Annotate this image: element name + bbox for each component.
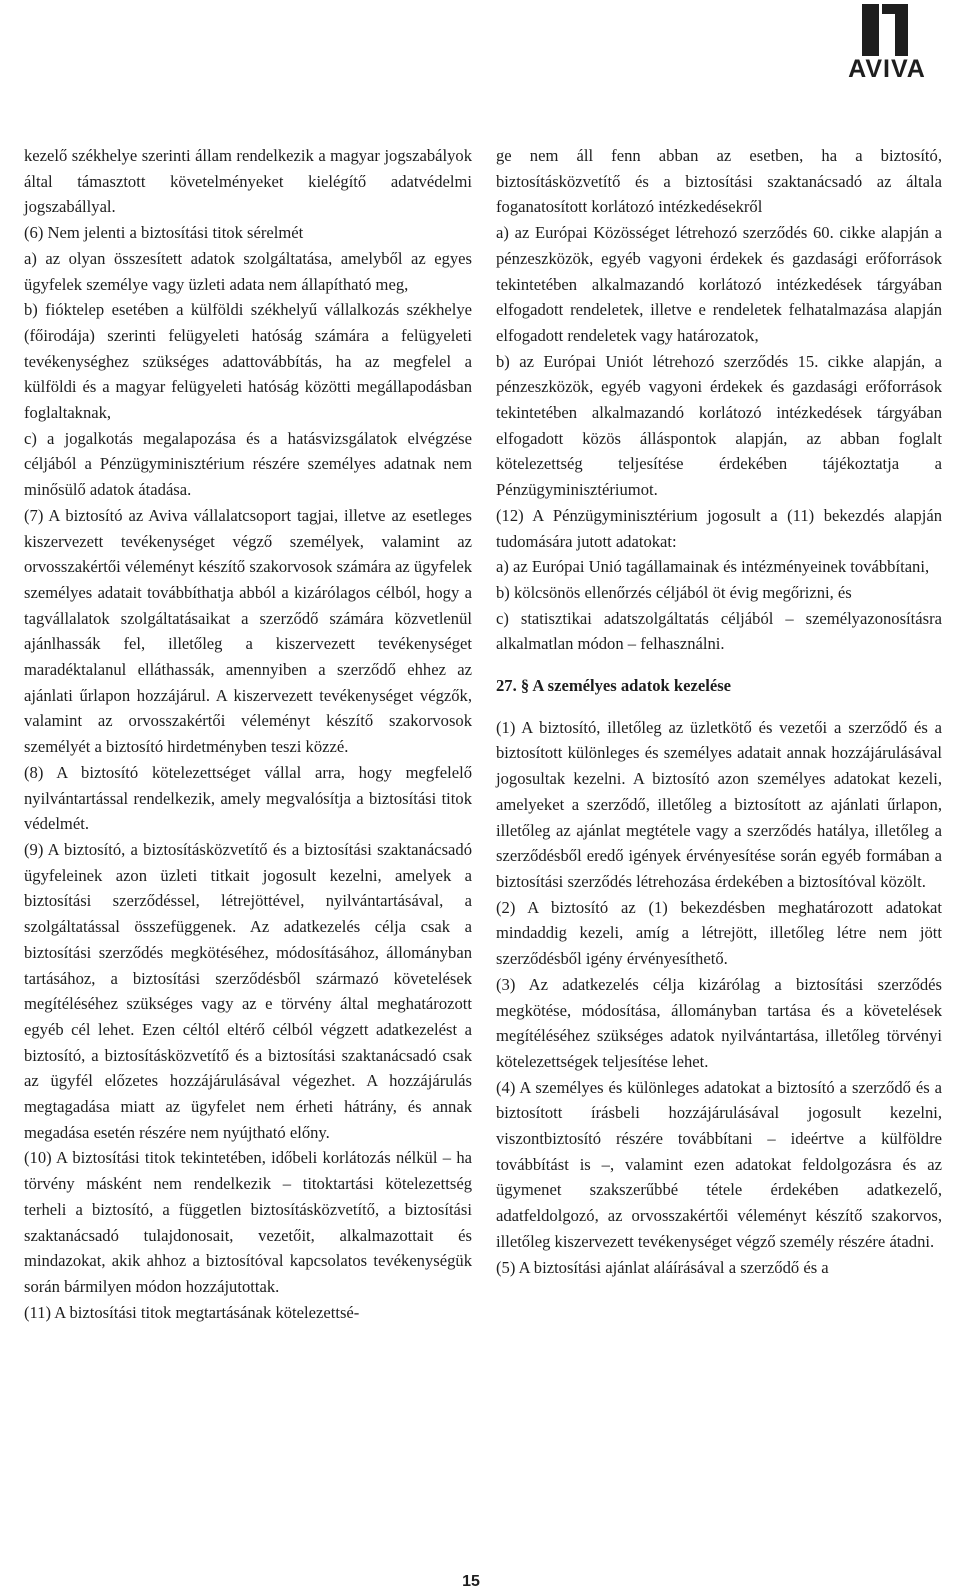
paragraph: (7) A biztosító az Aviva vállalatcsoport tagjai, illetve az esetleges kiszervezett tevékenységet végző személyek, valamint az orvosszakértői véleményt készítő szakorvosok számára az ügyfelek személyes adatait továbbíthatja abból a kizárólagos célból, hogy a tagvállalatok szolgáltatásaikat a szerződő számára közvetlenül ajánlhassák fel, illetőleg a kiszervezett tevékenységet maradéktalanul elláthassák, amennyiben a szerződő ehhez az ajánlati űrlapon hozzájárul. A kiszervezett tevékenységet végzők, valamint az orvosszakértői véleményt készítő szakorvosok személyét a biztosító hirdetményben teszi közzé. (24, 505, 472, 757)
paragraph: (6) Nem jelenti a biztosítási titok sérelmét (24, 223, 304, 243)
paragraph: (10) A biztosítási titok tekintetében, időbeli korlátozás nélkül – ha törvény másként nem rendelkezik – titoktartási kötelezettség terheli a biztosító, a független biztosításközvetítő, a biztosítási szaktanácsadó tulajdonosait, vezetőit, alkalmazottait és mindazokat, akik ahhoz a biztosítóval kapcsolatos tevékenységük során bármilyen módon hozzájutottak. (24, 1148, 472, 1296)
paragraph: (2) A biztosító az (1) bekezdésben meghatározott adatokat mindaddig kezeli, amíg a létrejött, illetőleg létre nem jött szerződésből igény érvényesíthető. (496, 897, 942, 969)
paragraph: a) az Európai Unió tagállamainak és intézményeinek továbbítani, (496, 557, 930, 577)
paragraph: a) az Európai Közösséget létrehozó szerződés 60. cikke alapján a pénzeszközök, egyéb vagyoni érdekek és gazdasági erőforrások tekintetében alkalmazandó korlátozó intézkedések tárgyában elfogadott rendeletek, illetve e rendeletek felhatalmazása alapján elfogadott rendeletek vagy határozatok, (496, 223, 942, 345)
paragraph: kezelő székhelye szerinti állam rendelkezik a magyar jogszabályok által támasztott követelményeket kielégítő adatvédelmi jogszabállyal. (24, 146, 472, 217)
paragraph: (8) A biztosító kötelezettséget vállal arra, hogy megfelelő nyilvántartással rendelkezik, amely megvalósítja a biztosítási titok védelmét. (24, 762, 472, 834)
paragraph: (5) A biztosítási ajánlat aláírásával a szerződő és a (496, 1257, 829, 1277)
paragraph: b) kölcsönös ellenőrzés céljából öt évig megőrizni, és (496, 582, 852, 602)
paragraph: (3) Az adatkezelés célja kizárólag a biztosítási szerződés megkötése, módosítása, állományban tartása és a követelések megítéléséhez szükséges adatok nyilvántartása, illetőleg törvényi kötelezettségek teljesítése lehet. (496, 974, 942, 1071)
aviva-logo-text: AVIVA (848, 55, 926, 83)
paragraph: (11) A biztosítási titok megtartásának kötelezettsé- (24, 1302, 360, 1322)
paragraph: b) fióktelep esetében a külföldi székhelyű vállalkozás székhelye (főirodája) szerinti felügyeleti hatóság számára a felügyeleti tevékenységhez szükséges adattovábbítás, ha az megfelel a külföldi és a magyar felügyeleti hatóság közötti megállapodásban foglaltaknak, (24, 300, 472, 423)
aviva-logo-mark-icon (862, 4, 908, 56)
paragraph: b) az Európai Uniót létrehozó szerződés 15. cikke alapján, a pénzeszközök, egyéb vagyoni érdekek és gazdasági erőforrások tekintetében alkalmazandó korlátozó intézkedések tárgyában elfogadott közös álláspontok alapján, az abban foglalt kötelezettség teljesítése érdekében tájékoztatja a Pénzügyminisztériumot. (496, 351, 942, 500)
page-number: 15 (462, 1573, 480, 1590)
left-text-column (24, 143, 472, 1325)
paragraph: c) statisztikai adatszolgáltatás céljából – személyazonosításra alkalmatlan módon – felhasználni. (496, 608, 942, 654)
paragraph: (12) A Pénzügyminisztérium jogosult a (11) bekezdés alapján tudomására jutott adatokat: (496, 505, 942, 551)
right-text-column (496, 143, 942, 1280)
aviva-logo (832, 4, 942, 82)
section-heading: 27. § A személyes adatok kezelése (496, 676, 732, 696)
paragraph: ge nem áll fenn abban az esetben, ha a biztosító, biztosításközvetítő és a biztosítási szaktanácsadó az általa foganatosított korlátozó intézkedésekről (496, 146, 942, 217)
paragraph: (1) A biztosító, illetőleg az üzletkötő és vezetői a szerződő és a biztosított különleges és személyes adatait annak hozzájárulásával jogosultak kezelni. A biztosító azon személyes adatokat kezeli, amelyeket a szerződő, illetőleg a biztosított az ajánlati űrlapon, illetőleg az ajánlat megtétele vagy a szerződés hatálya, illetőleg a szerződésből eredő igények érvényesítése során egyéb formában a biztosítási szerződés létrehozása érdekében a biztosítóval közölt. (496, 717, 942, 891)
paragraph: a) az olyan összesített adatok szolgáltatása, amelyből az egyes ügyfelek személye vagy üzleti adata nem állapítható meg, (24, 248, 472, 294)
paragraph: c) a jogalkotás megalapozása és a hatásvizsgálatok elvégzése céljából a Pénzügyminisztérium részére személyes adatnak nem minősülő adatok átadása. (24, 428, 472, 500)
paragraph: (4) A személyes és különleges adatokat a biztosító a szerződő és a biztosított írásbeli hozzájárulásával jogosult kezelni, viszontbiztosító részére továbbítani – ideértve a külföldre továbbítást is –, valamint ezen adatokat feldolgozásra és az ügymenet szakszerűbbé tétele érdekében adatkezelő, adatfeldolgozó, az orvosszakértői véleményt készítő szakorvos, illetőleg kiszervezett tevékenységet végző személy részére átadni. (496, 1077, 942, 1251)
paragraph: (9) A biztosító, a biztosításközvetítő és a biztosítási szaktanácsadó ügyfeleinek azon üzleti titkait jogosult kezelni, amelyek a biztosítási szerződéssel, létrejöttével, nyilvántartásával, a szolgáltatással összefüggenek. Az adatkezelés célja csak a biztosítási szerződés megkötéséhez, módosításához, állományban tartásához, a biztosítási szerződésből származó követelések megítéléséhez szükséges vagy az e törvény által meghatározott egyéb cél lehet. Ezen céltól eltérő célból végzett adatkezelést a biztosító, a biztosításközvetítő és a biztosítási szaktanácsadó csak az ügyfél előzetes hozzájárulásával végezhet. A hozzájárulás megtagadása miatt az ügyfelet nem érheti hátrány, és annak megadása esetén részére nem nyújtható előny. (24, 839, 472, 1142)
